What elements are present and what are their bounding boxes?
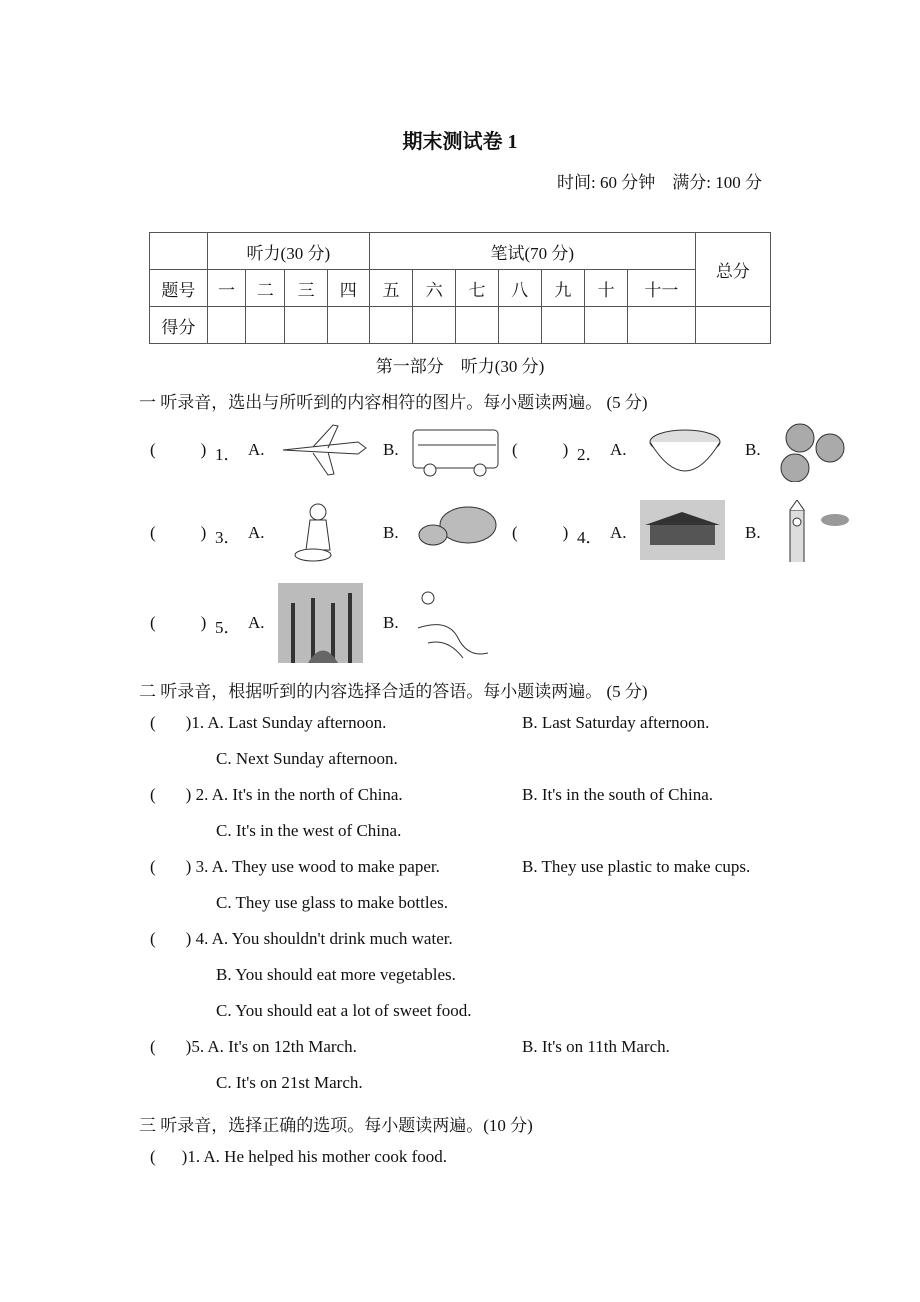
total-header: 总分 — [695, 233, 770, 307]
question-number-cell: 四 — [327, 270, 369, 307]
option-a-label: A. — [610, 523, 627, 542]
answer-paren[interactable]: ( ) 2. A. It's in the north of China. — [150, 785, 403, 804]
option-b: B. They use plastic to make cups. — [522, 857, 751, 876]
item-number: 1． — [215, 445, 241, 464]
bus-picture — [408, 420, 500, 482]
answer-paren[interactable]: ( ) — [150, 613, 207, 632]
question-number-cell: 九 — [541, 270, 584, 307]
score-cell — [285, 307, 327, 344]
question-number-cell: 十 — [584, 270, 627, 307]
score-cell — [498, 307, 541, 344]
item-number: 4． — [577, 528, 603, 547]
question-number-cell: 十一 — [628, 270, 695, 307]
answer-paren[interactable]: ( ) — [512, 523, 569, 542]
section2-heading: 二 听录音，根据听到的内容选择合适的答语。每小题读两遍。 (5 分) — [139, 682, 648, 701]
question-number-cell: 一 — [207, 270, 245, 307]
answer-paren[interactable]: ( ) — [150, 523, 207, 542]
answer-paren[interactable]: ( ) 4. A. You shouldn't drink much water. — [150, 929, 453, 948]
answer-paren[interactable]: ( )5. A. It's on 12th March. — [150, 1037, 357, 1056]
option-b-label: B. — [383, 613, 399, 632]
option-b-label: B. — [383, 523, 399, 542]
question-number-cell: 六 — [413, 270, 456, 307]
score-cell — [246, 307, 285, 344]
section3-heading: 三 听录音，选择正确的选项。每小题读两遍。(10 分) — [139, 1116, 533, 1135]
option-a-label: A. — [248, 613, 265, 632]
option-c: C. They use glass to make bottles. — [216, 893, 448, 912]
option-a-label: A. — [248, 523, 265, 542]
airplane-picture — [278, 420, 370, 482]
score-cell — [327, 307, 369, 344]
page-title: 期末测试卷 1 — [402, 131, 518, 153]
item-number: 5． — [215, 618, 241, 637]
score-cell — [628, 307, 695, 344]
question-number-cell: 八 — [498, 270, 541, 307]
answer-paren[interactable]: ( )1. A. Last Sunday afternoon. — [150, 713, 387, 732]
answer-paren[interactable]: ( ) 3. A. They use wood to make paper. — [150, 857, 440, 876]
item-number: 2． — [577, 445, 603, 464]
total-score-cell — [695, 307, 770, 344]
exam-meta: 时间: 60 分钟 满分: 100 分 — [557, 173, 762, 192]
option-b: B. You should eat more vegetables. — [216, 965, 456, 984]
question-number-cell: 五 — [369, 270, 412, 307]
answer-paren[interactable]: ( )1. A. He helped his mother cook food. — [150, 1147, 448, 1166]
option-b: B. Last Saturday afternoon. — [522, 713, 710, 732]
score-cell — [456, 307, 498, 344]
option-b: B. It's in the south of China. — [522, 785, 714, 804]
option-c: C. It's on 21st March. — [216, 1073, 363, 1092]
tiananmen-picture — [640, 500, 732, 562]
option-a-label: A. — [610, 440, 627, 459]
question-number-cell: 二 — [246, 270, 285, 307]
option-a-label: A. — [248, 440, 265, 459]
row-score-label: 得分 — [150, 307, 208, 344]
elephants-picture — [408, 500, 500, 562]
bowl-of-dumplings-picture — [640, 420, 732, 482]
option-b: B. It's on 11th March. — [522, 1037, 670, 1056]
score-cell — [413, 307, 456, 344]
part-heading: 第一部分 听力(30 分) — [375, 357, 545, 376]
mooncakes-picture — [770, 420, 862, 482]
answer-paren[interactable]: ( ) — [150, 440, 207, 459]
option-b-label: B. — [383, 440, 399, 459]
question-number-cell: 三 — [285, 270, 327, 307]
score-table — [149, 232, 771, 344]
answer-paren[interactable]: ( ) — [512, 440, 569, 459]
writing-header: 笔试(70 分) — [369, 233, 695, 270]
option-b-label: B. — [745, 440, 761, 459]
section1-heading: 一 听录音，选出与所听到的内容相符的图片。每小题读两遍。 (5 分) — [139, 393, 648, 412]
score-cell — [584, 307, 627, 344]
score-cell — [369, 307, 412, 344]
row-number-label: 题号 — [150, 270, 208, 307]
option-c: C. You should eat a lot of sweet food. — [216, 1001, 472, 1020]
forest-picture — [278, 583, 370, 663]
question-number-cell: 七 — [456, 270, 498, 307]
river-picture — [408, 583, 500, 663]
option-b-label: B. — [745, 523, 761, 542]
option-c: C. Next Sunday afternoon. — [216, 749, 398, 768]
big-ben-picture — [770, 500, 862, 562]
option-c: C. It's in the west of China. — [216, 821, 402, 840]
listening-header: 听力(30 分) — [207, 233, 369, 270]
score-cell — [541, 307, 584, 344]
girl-washing-picture — [278, 500, 370, 562]
blank-cell — [150, 233, 208, 270]
score-cell — [207, 307, 245, 344]
item-number: 3． — [215, 528, 241, 547]
